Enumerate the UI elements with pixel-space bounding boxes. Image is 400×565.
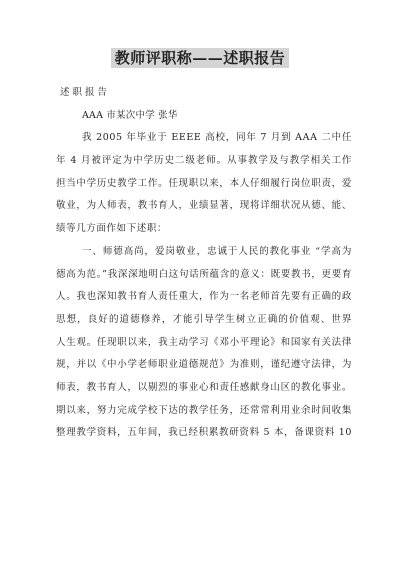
paragraph-line: 师表，教书育人，以剔烈的事业心和责任感献身山区的教化事业。	[56, 381, 352, 393]
paragraph-line: 整理教学资料，五年间，我已经积累教研资料 5 本，备课资料 10	[56, 427, 352, 439]
document-body	[56, 82, 352, 445]
paragraph-line: 担当中学历史教学工作。任现职以来，本人仔细履行岗位职责，爱	[56, 177, 352, 189]
paragraph-line: 期以来，努力完成学校下达的教学任务，还常常利用业余时间收集	[56, 404, 352, 416]
document-title: 教师评职称——述职报告	[111, 48, 290, 68]
report-heading: 述 职 报 告	[60, 87, 108, 98]
title-wrap	[0, 48, 400, 68]
paragraph-line: 一、师德高尚，爱岗敬业，忠诚于人民的教化事业 “学高为	[82, 245, 352, 257]
paragraph-line: 思想，良好的道德修养，才能引导学生树立正确的价值观、世界	[56, 313, 352, 325]
paragraph-line: 德高为范。”我深深地明白这句话所蕴含的意义：既要教书，更要育	[56, 268, 352, 280]
paragraph-line: 人生观。任现职以来，我主动学习《邓小平理论》和国家有关法律	[56, 336, 352, 348]
paragraph-line: 规，并以《中小学老师职业道德规范》为准则，谨纪遵守法律，为	[56, 359, 352, 371]
paragraph-line: 敬业，为人师表，教书育人，业绩显著，现将详细状况从德、能、	[56, 200, 352, 212]
paragraph-line: 人。我也深知教书育人责任重大，作为一名老师首先要有正确的政	[56, 291, 352, 303]
author-line: AAA 市某次中学 张华	[82, 109, 178, 121]
paragraph-line: 绩等几方面作如下述职：	[56, 223, 168, 235]
paragraph-line: 我 2005 年毕业于 EEEE 高校，同年 7 月到 AAA 二中任	[82, 132, 352, 144]
paragraph-line: 年 4 月被评定为中学历史二级老师。从事教学及与教学相关工作	[56, 155, 352, 167]
